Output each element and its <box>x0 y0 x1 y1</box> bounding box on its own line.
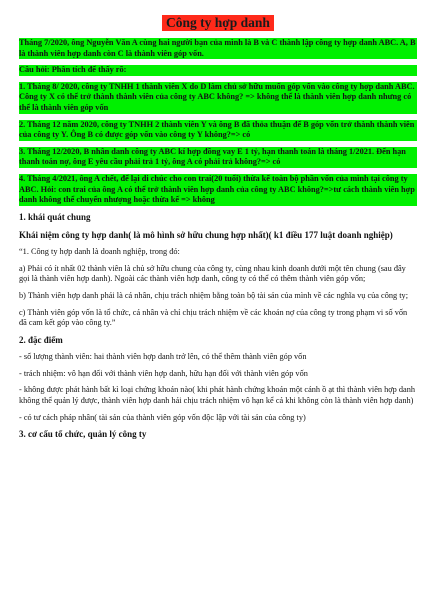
section-2-heading: 2. đặc điểm <box>19 334 63 345</box>
section-3-heading: 3. cơ cấu tổ chức, quản lý công ty <box>19 429 147 440</box>
case-2: 2. Tháng 12 năm 2020, công ty TNHH 2 thành viên Y và ông B đã thỏa thuận để B góp vốn trở thành thành viên của công ty Y. Ông B có được góp vốn vào công ty Y không?=> có <box>19 120 417 141</box>
paragraph-1: “1. Công ty hợp danh là doanh nghiệp, trong đó: <box>19 247 180 257</box>
paragraph-a: a) Phải có ít nhất 02 thành viên là chủ sở hữu chung của công ty, cùng nhau kinh doanh dưới một tên chung (sau đây gọi là thành viên hợp danh). Ngoài các thành viên hợp danh, công ty có thể có thêm thành viên góp vốn; <box>19 263 406 284</box>
document-title: Công ty hợp danh <box>162 15 274 31</box>
concept-heading: Khái niệm công ty hợp danh( là mô hình sở hữu chung hợp nhất)( k1 điều 177 luật doanh nghiệp) <box>19 230 393 241</box>
paragraph-c: c) Thành viên góp vốn là tổ chức, cá nhân và chỉ chịu trách nhiệm về các khoản nợ của công ty trong phạm vi số vốn đã cam kết góp vào công ty.” <box>19 307 408 328</box>
case-4: 4. Tháng 4/2021, ông A chết, để lại di chúc cho con trai(20 tuổi) thừa kế toàn bộ phần vốn của mình tại công ty ABC. Hỏi: con trai của ông A có thể trở thành viên hợp danh của công ty ABC không?=>tư cách thành viên hợp danh không thể chuyển nhượng hoặc thừa kế => không <box>19 174 417 206</box>
bullet-1: - số lượng thành viên: hai thành viên hợp danh trở lên, có thể thêm thành viên góp vốn <box>19 352 307 362</box>
section-1-heading: 1. khái quát chung <box>19 211 91 222</box>
question-heading: Câu hỏi: Phân tích để thấy rõ: <box>19 65 417 76</box>
case-1: 1. Tháng 8/ 2020, công ty TNHH 1 thành viên X do D làm chủ sở hữu muốn góp vốn vào công ty hợp danh ABC. Công ty X có thể trở thành thành viên của công ty ABC không? => không thể là thành viên hợp danh nhưng có thể là thành viên góp vốn <box>19 82 417 114</box>
document-page <box>19 14 417 447</box>
case-3: 3. Tháng 12/2020, B nhân danh công ty ABC kí hợp đồng vay E 1 tỷ, hạn thanh toán là tháng 1/2021. Đến hạn thanh toán nợ, ông E yêu cầu phải trả 1 tỷ, ông A có phải trả không?=> có <box>19 147 417 168</box>
title-wrap <box>19 14 417 32</box>
intro-paragraph: Tháng 7/2020, ông Nguyễn Văn A cùng hai người bạn của mình là B và C thành lập công ty hợp danh ABC. A, B là thành viên hợp danh còn C là thành viên góp vốn. <box>19 38 416 58</box>
bullet-4: - có tư cách pháp nhân( tài sản của thành viên góp vốn độc lập với tài sản của công ty) <box>19 412 306 422</box>
paragraph-b: b) Thành viên hợp danh phải là cá nhân, chịu trách nhiệm bằng toàn bộ tài sản của mình về các nghĩa vụ của công ty; <box>19 291 408 300</box>
bullet-3: - không được phát hành bất kì loại chứng khoán nào( khi phát hành chứng khoán một cánh ồ ạt thì thành viên hợp danh không thể quản lý được, thành viên hợp danh hải chịu trách nhiệm vô hạn kể cả khi không còn là thành viên hợp danh) <box>19 385 415 406</box>
bullet-2: - trách nhiệm: vô hạn đối với thành viên hợp danh, hữu hạn đối với thành viên góp vốn <box>19 368 308 378</box>
